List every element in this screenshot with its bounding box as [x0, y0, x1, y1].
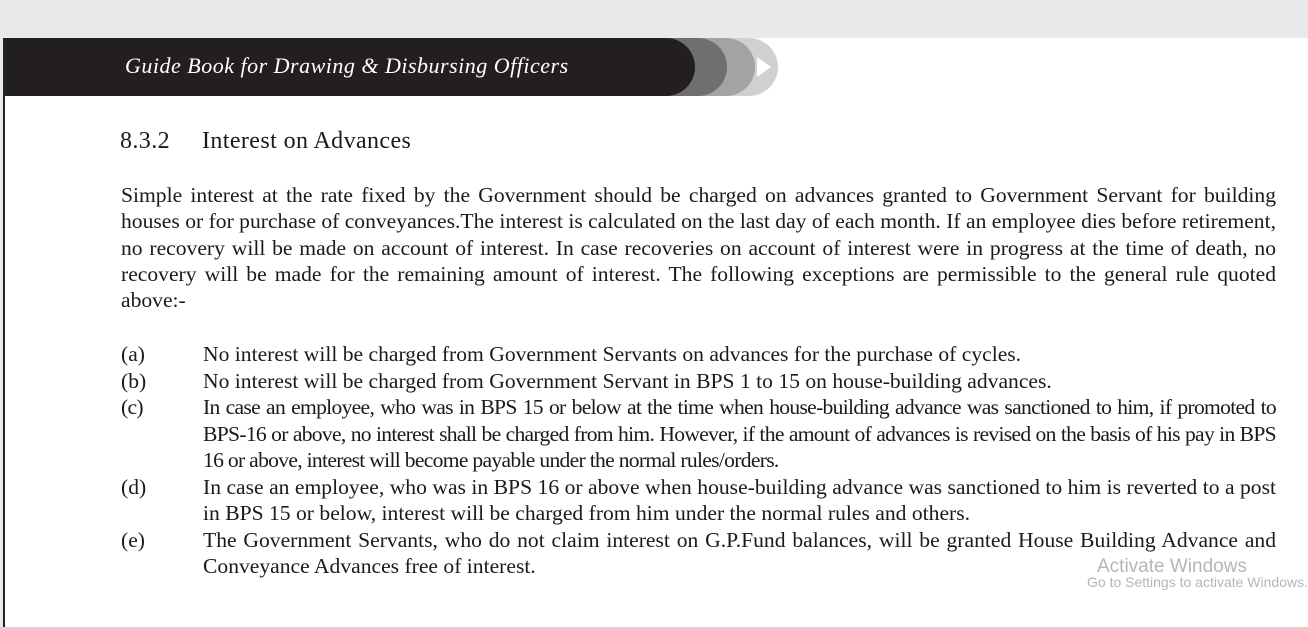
header-title: Guide Book for Drawing & Disbursing Officers [125, 53, 569, 78]
list-marker: (b) [121, 368, 147, 393]
exceptions-list [121, 341, 1276, 580]
list-item-text: In case an employee, who was in BPS 15 or below at the time when house-building advance was sanctioned to him, if promoted to BPS-16 or above, no interest shall be charged from him. However, if the amount of advances is revised on the basis of his pay in BPS 16 or above, interest will become payable under the normal rules/orders. [203, 395, 1276, 472]
list-marker: (a) [121, 342, 145, 366]
list-item [121, 341, 1276, 368]
watermark-title: Activate Windows [1097, 556, 1247, 577]
list-marker: (c) [121, 395, 143, 419]
section-heading [120, 128, 411, 155]
body-paragraph: Simple interest at the rate fixed by the Government should be charged on advances granted to Government Servant for building houses or for purchase of conveyances.The interest is calculated on the last day of each month. If an employee dies before retirement, no recovery will be made on account of interest. In case recoveries on account of interest were in progress at the time of death, no recovery will be made for the remaining amount of interest. The following exceptions are permissible to the general rule quoted above:- [121, 183, 1276, 313]
list-item [121, 394, 1276, 474]
list-item [121, 474, 1276, 527]
list-item-text: In case an employee, who was in BPS 16 or above when house-building advance was sanctioned to him is reverted to a post in BPS 15 or below, interest will be charged from him under the normal rules and others. [203, 474, 1276, 525]
list-item-text: No interest will be charged from Government Servant in BPS 1 to 15 on house-building advances. [203, 368, 1052, 393]
list-item [121, 368, 1276, 395]
header-banner [5, 38, 695, 96]
list-marker: (d) [121, 474, 147, 499]
list-item-text: No interest will be charged from Government Servants on advances for the purchase of cycles. [203, 342, 1022, 366]
activation-watermark [1087, 556, 1308, 590]
play-arrow-icon [757, 57, 771, 77]
section-title: Interest on Advances [202, 128, 412, 154]
list-marker: (e) [121, 527, 145, 552]
list-item-text: The Government Servants, who do not claim interest on G.P.Fund balances, will be granted House Building Advance and Conveyance Advances free of interest. [203, 527, 1276, 578]
watermark-subtitle: Go to Settings to activate Windows. [1087, 574, 1308, 590]
section-number: 8.3.2 [120, 128, 170, 154]
